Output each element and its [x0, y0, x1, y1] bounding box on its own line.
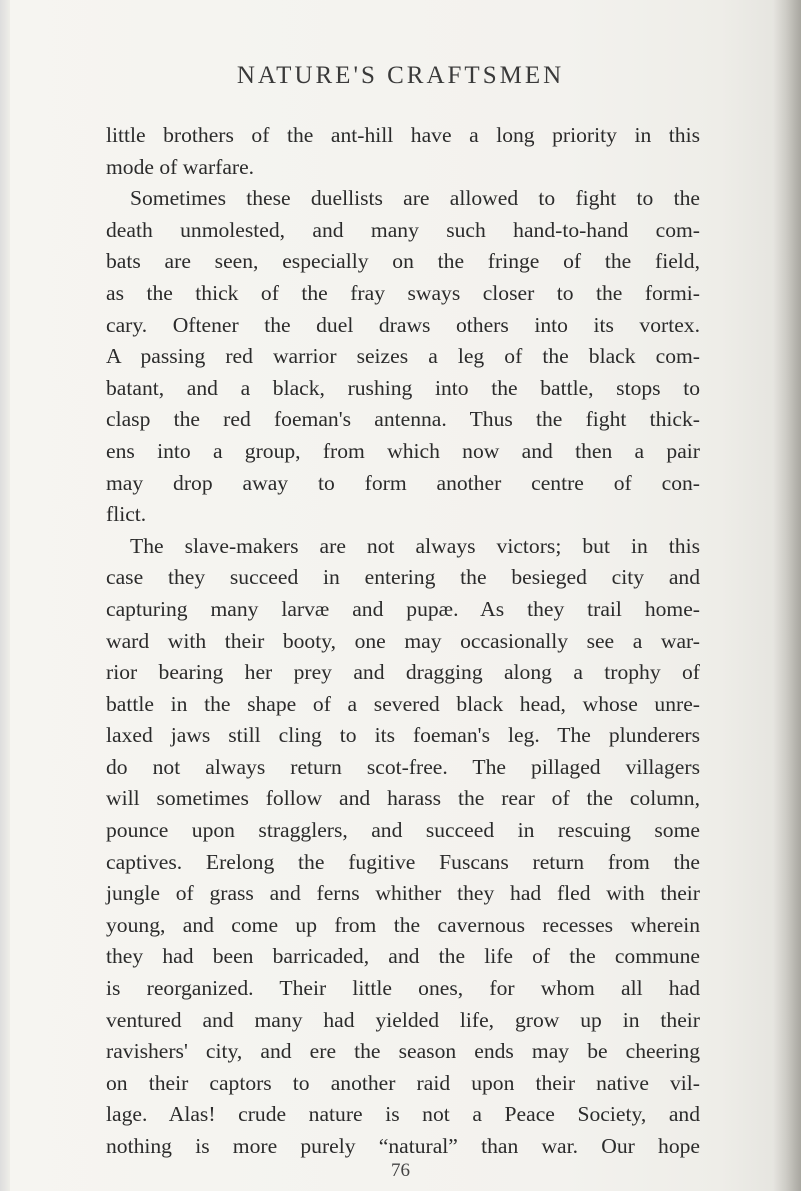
text-line: jungle of grass and ferns whither they had fled with their: [106, 881, 700, 906]
text-line: capturing many larvæ and pupæ. As they trail home-: [106, 596, 700, 621]
text-line: is reorganized. Their little ones, for whom all had: [106, 976, 700, 1001]
text-line: clasp the red foeman's antenna. Thus the fight thick-: [106, 407, 700, 432]
text-line: bats are seen, especially on the fringe of the field,: [106, 249, 700, 274]
text-line: ravishers' city, and ere the season ends may be cheering: [106, 1039, 700, 1064]
text-line: battle in the shape of a severed black head, whose unre-: [106, 691, 700, 716]
text-line: may drop away to form another centre of con-: [106, 470, 700, 495]
text-line: cary. Oftener the duel draws others into its vortex.: [106, 312, 700, 337]
text-line: as the thick of the fray sways closer to the formi-: [106, 280, 700, 305]
page-left-edge: [0, 0, 10, 1191]
text-line: little brothers of the ant-hill have a long priority in this: [106, 123, 700, 147]
text-line: nothing is more purely “natural” than war. Our hope: [106, 1134, 700, 1158]
page-gutter-shadow: [773, 0, 801, 1191]
text-line: they had been barricaded, and the life of the commune: [106, 944, 700, 969]
running-head: NATURE'S CRAFTSMEN: [236, 62, 565, 89]
text-line: do not always return scot-free. The pillaged villagers: [106, 754, 700, 779]
page-number: 76: [391, 1160, 410, 1181]
text-line: ventured and many had yielded life, grow up in their: [106, 1007, 700, 1032]
text-line: A passing red warrior seizes a leg of the black com-: [106, 344, 700, 369]
text-line: will sometimes follow and harass the rear of the column,: [106, 786, 700, 811]
text-line: captives. Erelong the fugitive Fuscans return from the: [106, 849, 700, 874]
text-line: ens into a group, from which now and then a pair: [106, 438, 700, 463]
text-line: batant, and a black, rushing into the battle, stops to: [106, 375, 700, 400]
body-text: [106, 120, 700, 1163]
text-line: The slave-makers are not always victors; but in this: [130, 533, 700, 558]
text-line: rior bearing her prey and dragging along a trophy of: [106, 660, 700, 685]
text-line: mode of warfare.: [106, 154, 255, 179]
text-line: death unmolested, and many such hand-to-hand com-: [106, 217, 700, 242]
text-line: young, and come up from the cavernous recesses wherein: [106, 912, 700, 937]
text-line: ward with their booty, one may occasionally see a war-: [106, 628, 700, 653]
text-line: laxed jaws still cling to its foeman's leg. The plunderers: [106, 723, 700, 748]
text-line: flict.: [106, 502, 147, 527]
text-line: on their captors to another raid upon their native vil-: [106, 1070, 700, 1095]
text-line: pounce upon stragglers, and succeed in rescuing some: [106, 818, 700, 843]
text-line: case they succeed in entering the besieged city and: [106, 565, 700, 590]
text-line: Sometimes these duellists are allowed to fight to the: [130, 186, 700, 211]
text-line: lage. Alas! crude nature is not a Peace Society, and: [106, 1102, 700, 1127]
